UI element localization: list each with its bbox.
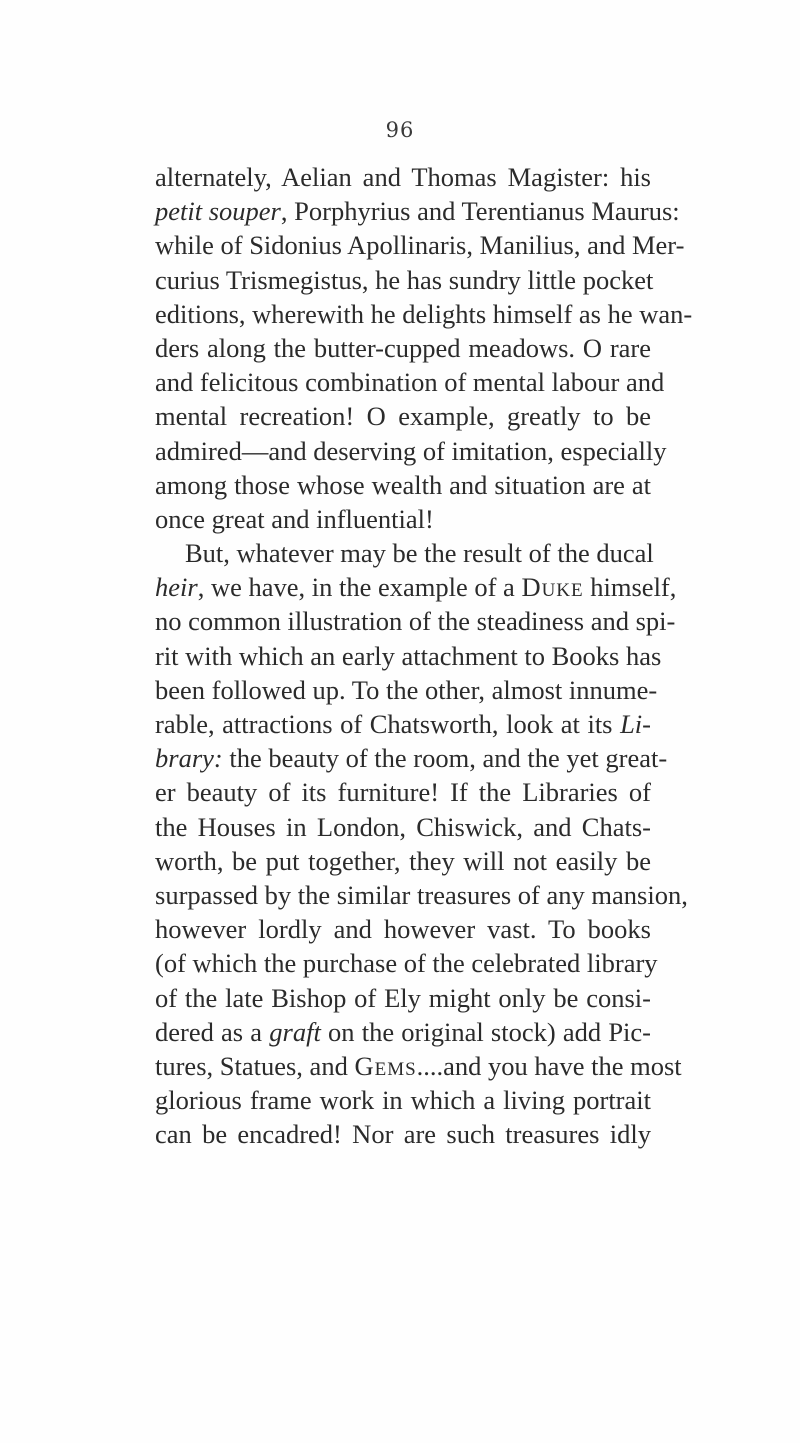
small-caps-text: Duke: [521, 572, 584, 603]
text-segment: (of which the purchase of the celebrated library: [155, 948, 658, 979]
text-segment: admired—and deserving of imitation, especially: [155, 435, 667, 466]
text-segment: been followed up. To the other, almost innume-: [155, 674, 658, 705]
text-line: [155, 1049, 682, 1083]
text-line: [155, 228, 685, 262]
text-segment: however lordly and however vast. To books: [155, 914, 651, 945]
text-segment: once great and influential!: [155, 503, 434, 534]
body-text: [155, 160, 693, 1151]
text-line: [155, 194, 680, 228]
text-segment: rit with which an early attachment to Books has: [155, 640, 662, 671]
text-segment: er beauty of its furniture! If the Libraries of: [155, 777, 651, 808]
italic-text: heir: [155, 572, 198, 603]
text-segment: , we have, in the example of a: [197, 572, 522, 603]
text-line: [155, 844, 651, 878]
page-number: 96: [385, 118, 415, 142]
text-line: [155, 399, 651, 433]
text-segment: tures, Statues, and: [155, 1050, 355, 1081]
text-line: [155, 912, 651, 946]
small-caps-text: Gems: [354, 1050, 417, 1081]
text-line: [155, 707, 651, 741]
text-segment: , Porphyrius and Terentianus Maurus:: [280, 196, 680, 227]
text-line: [155, 570, 677, 604]
text-line: [155, 1117, 651, 1151]
text-line: [155, 878, 688, 912]
text-line: [155, 639, 662, 673]
text-line: [155, 434, 667, 468]
text-line: [155, 502, 651, 536]
italic-text: Li-: [620, 709, 651, 739]
text-segment: rable, attractions of Chatsworth, look at its: [155, 709, 621, 739]
text-segment: alternately, Aelian and Thomas Magister: his: [155, 162, 651, 192]
text-segment: dered as a: [155, 1016, 270, 1047]
text-segment: the Houses in London, Chiswick, and Chats-: [155, 811, 651, 842]
text-segment: himself,: [583, 572, 677, 603]
text-segment: of the late Bishop of Ely might only be consi-: [155, 982, 651, 1013]
italic-text: brary:: [155, 743, 223, 774]
text-segment: surpassed by the similar treasures of any mansion,: [155, 879, 688, 910]
text-segment: ....and you have the most: [416, 1050, 682, 1081]
text-line: [155, 673, 658, 707]
text-segment: among those whose wealth and situation are at: [155, 469, 651, 500]
text-line: [155, 1083, 651, 1117]
text-segment: glorious frame work in which a living portrait: [155, 1085, 651, 1116]
text-line: [155, 536, 654, 570]
text-line: [155, 775, 651, 809]
text-line: [155, 160, 651, 194]
text-segment: mental recreation! O example, greatly to be: [155, 401, 651, 432]
text-segment: But, whatever may be the result of the ducal: [185, 538, 654, 569]
text-line: [155, 981, 651, 1015]
text-line: [155, 263, 654, 297]
italic-text: petit souper: [155, 196, 281, 227]
text-segment: ders along the butter-cupped meadows. O rare: [155, 332, 651, 363]
text-line: [155, 604, 676, 638]
text-line: [155, 297, 693, 331]
text-line: [155, 468, 651, 502]
text-segment: curius Trismegistus, he has sundry little pocket: [155, 264, 654, 295]
text-line: [155, 741, 668, 775]
text-line: [155, 810, 651, 844]
text-segment: on the original stock) add Pic-: [320, 1016, 652, 1047]
text-segment: the beauty of the room, and the yet great-: [222, 743, 668, 774]
text-segment: while of Sidonius Apollinaris, Manilius, and Mer-: [155, 230, 685, 261]
italic-text: graft: [269, 1016, 321, 1047]
text-line: [155, 1015, 651, 1049]
text-line: [155, 331, 651, 365]
text-line: [155, 946, 658, 980]
text-segment: and felicitous combination of mental labour and: [155, 367, 665, 398]
text-segment: editions, wherewith he delights himself as he wan-: [155, 298, 693, 329]
text-segment: worth, be put together, they will not easily be: [155, 845, 651, 876]
text-line: [155, 365, 665, 399]
text-segment: no common illustration of the steadiness and spi-: [155, 606, 676, 637]
text-segment: can be encadred! Nor are such treasures idly: [155, 1119, 651, 1150]
